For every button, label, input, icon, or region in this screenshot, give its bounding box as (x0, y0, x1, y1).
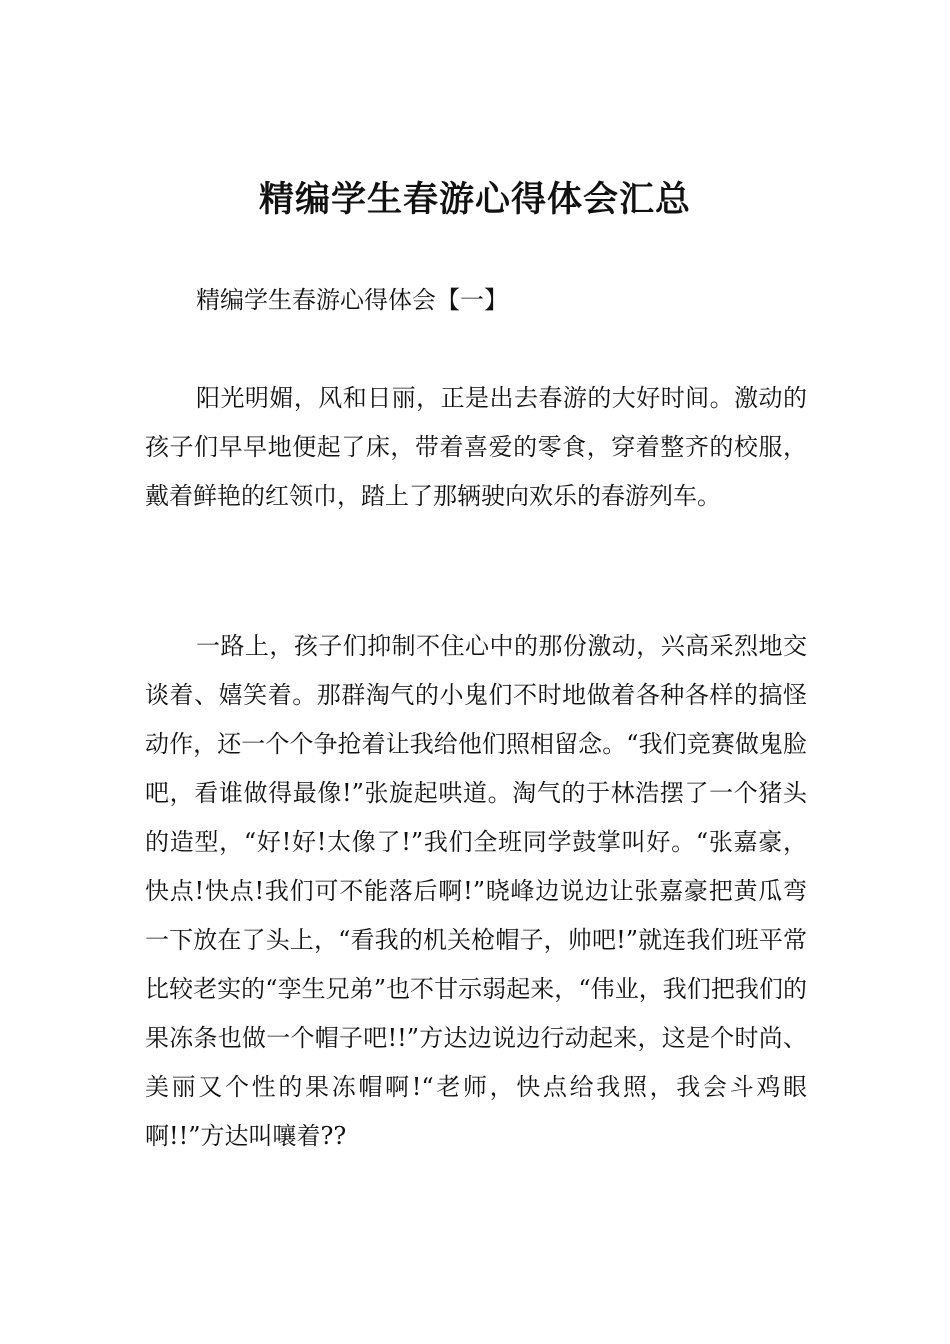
section-heading: 精编学生春游心得体会【一】 (196, 286, 508, 314)
document-title: 精编学生春游心得体会汇总 (258, 180, 691, 220)
body-paragraph-2: 一路上，孩子们抑制不住心中的那份激动，兴高采烈地交谈着、嬉笑着。那群淘气的小鬼们不时地做着各种各样的搞怪动作，还一个个争抢着让我给他们照相留念。“我们竞赛做鬼脸吧，看谁做得最像!”张旋起哄道。淘气的于林浩摆了一个猪头的造型，“好!好!太像了!”我们全班同学鼓掌叫好。“张嘉豪，快点!快点!我们可不能落后啊!”晓峰边说边让张嘉豪把黄瓜弯一下放在了头上，“看我的机关枪帽子，帅吧!”就连我们班平常比较老实的“孪生兄弟”也不甘示弱起来，“伟业，我们把我们的果冻条也做一个帽子吧!!”方达边说边行动起来，这是个时尚、美丽又个性的果冻帽啊!“老师，快点给我照，我会斗鸡眼啊!!”方达叫嚷着?? (145, 632, 807, 1150)
body-paragraph-1: 阳光明媚，风和日丽，正是出去春游的大好时间。激动的孩子们早早地便起了床，带着喜爱的零食，穿着整齐的校服，戴着鲜艳的红领巾，踏上了那辆驶向欢乐的春游列车。 (145, 384, 807, 510)
